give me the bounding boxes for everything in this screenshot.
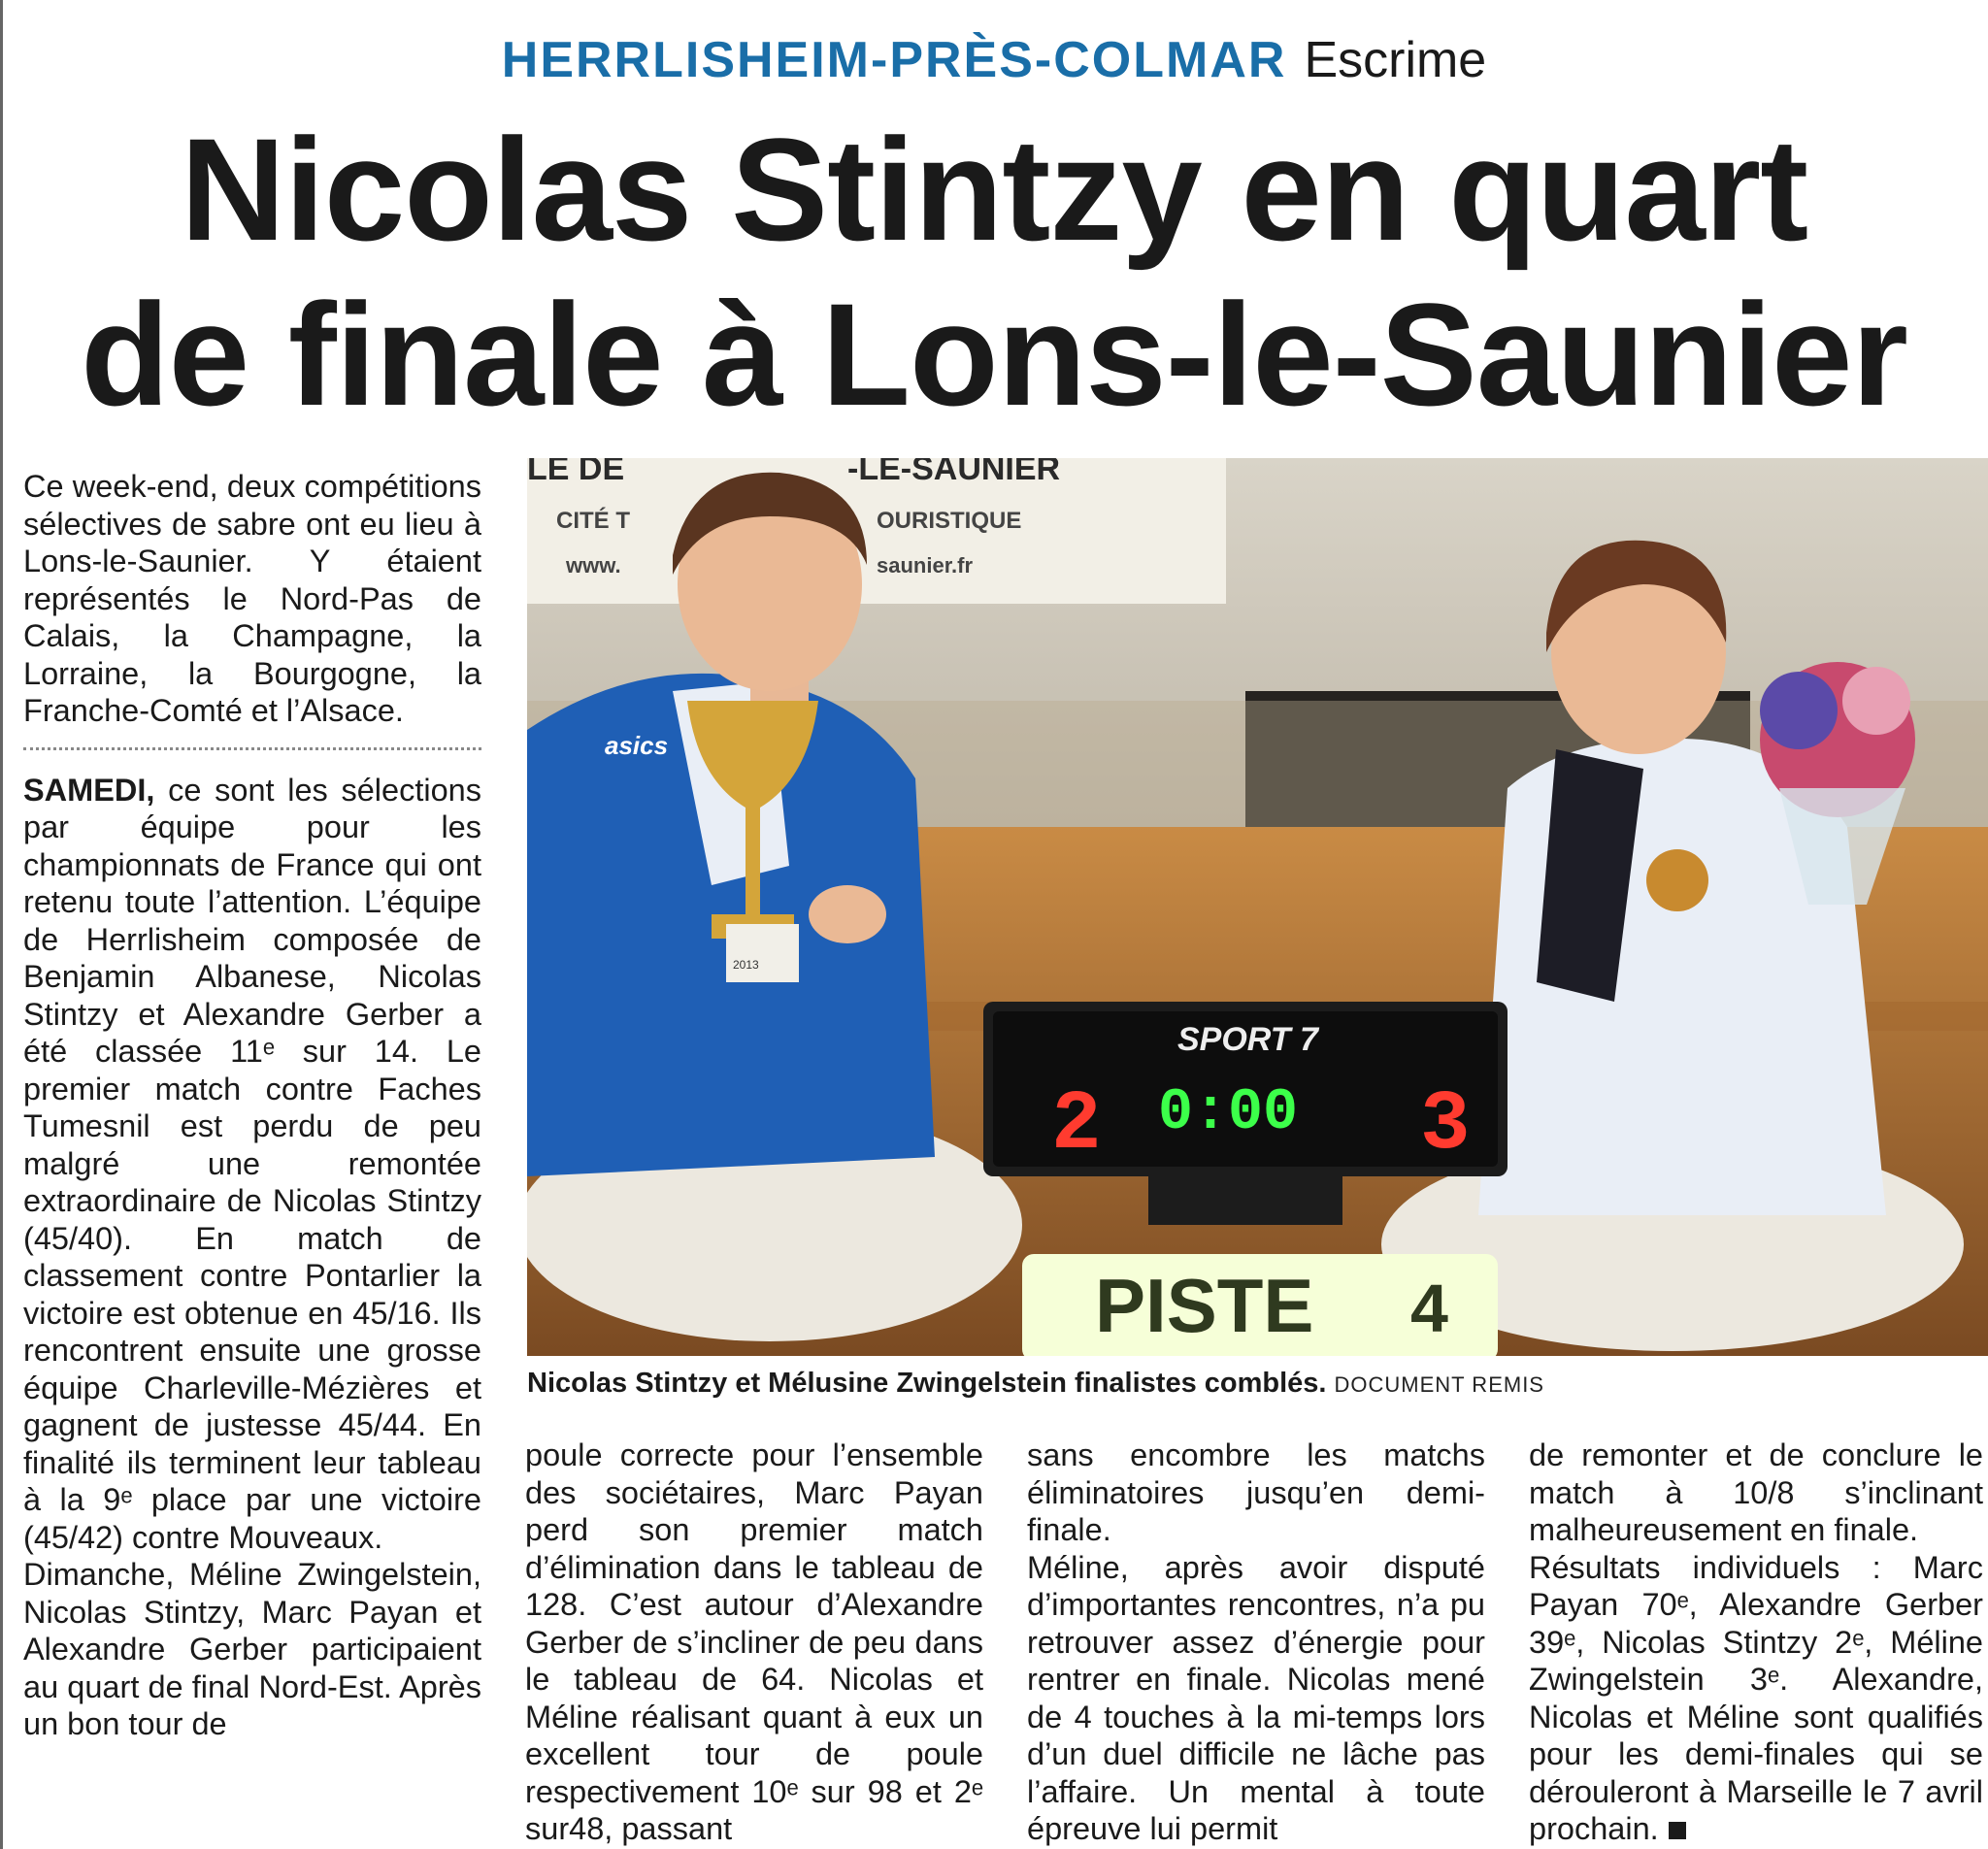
banner-text-www: www. [566,553,621,578]
banner-text-touristique: OURISTIQUE [877,508,1022,534]
trophy-year: 2013 [733,958,759,972]
banner-text-cite: CITÉ T [556,508,630,534]
article-column-3-text-a: sans encombre les matchs éliminatoires jusqu’en demi-finale. [1027,1437,1485,1547]
score-time: 0:00 [1158,1080,1299,1146]
article-column-3-text-b: Méline, après avoir disputé d’importantes rencontres, n’a pu retrouver assez d’énergie pour rentrer en finale. Nicolas mené de 4 touches à la mi-temps lors d’un duel difficile ne lâche pas l’affaire. Un mental à toute épreuve lui permit [1027,1549,1485,1846]
jacket-logo: asics [605,731,669,760]
banner-text-top: LE DE [527,458,625,487]
caption-text: Nicolas Stintzy et Mélusine Zwingelstein finalistes comblés. [527,1368,1327,1399]
score-right: 3 [1420,1077,1471,1172]
kicker-location: HERRLISHEIM-PRÈS-COLMAR [501,32,1287,88]
end-of-article-mark [1669,1822,1686,1839]
article-column-3 [1027,1436,1485,1848]
kicker-rubric: Escrime [1304,32,1487,88]
photo-caption [527,1367,1983,1402]
article-column-4-text-a: de remonter et de conclure le match à 10/8 s’inclinant malheureusement en finale. [1529,1437,1983,1547]
article-intro: Ce week-end, deux compétitions sélectives de sabre ont eu lieu à Lons-le-Saunier. Y étaient représentés le Nord-Pas de Calais, la Champagne, la Lorraine, la Bourgogne, la Franche-Comté et l’Alsace. [23,469,481,728]
article-paragraph-saturday [23,772,481,1557]
headline [0,107,1988,437]
article-column-1 [23,468,481,1743]
article-column-2-text: poule correcte pour l’ensemble des sociétaires, Marc Payan perd son premier match d’élimination dans le tableau de 128. C’est autour d’Alexandre Gerber de s’incliner de peu dans le tableau de 64. Nicolas et Méline réalisant quant à eux un excellent tour de poule respectivement 10ᵉ sur 98 et 2ᵉ sur48, passant [525,1437,983,1846]
banner-text-top-2: -LE-SAUNIER [847,458,1061,487]
scoreboard-brand: SPORT 7 [1177,1021,1318,1058]
score-left: 2 [1051,1077,1102,1172]
dotted-separator [23,747,481,750]
piste-sign [1022,1254,1498,1356]
kicker [0,33,1988,88]
lead-word: SAMEDI, [23,772,155,808]
piste-number: 4 [1410,1271,1448,1346]
piste-label: PISTE [1095,1263,1314,1348]
headline-line-1: Nicolas Stintzy en quart [180,108,1808,271]
paragraph-body: ce sont les sélections par équipe pour les championnats de France qui ont retenu toute l’attention. L’équipe de Herrlisheim composée de Benjamin Albanese, Nicolas Stintzy et Alexandre Gerber a été classée 11ᵉ sur 14. Le premier match contre Faches Tumesnil est perdu de peu malgré une remontée extraordinaire de Nicolas Stintzy (45/40). En match de classement contre Pontarlier la victoire est obtenue en 45/16. Ils rencontrent ensuite une grosse équipe Charleville-Mézières et gagnent de justesse 45/44. En finalité ils terminent leur tableau à la 9ᵉ place par une victoire (45/42) contre Mouveaux. [23,772,481,1555]
photo-credit: DOCUMENT REMIS [1334,1372,1544,1397]
photo-illustration [527,458,1988,1356]
article-photo [527,458,1988,1356]
banner-text-url: saunier.fr [877,553,974,578]
results-text: Résultats individuels : Marc Payan 70ᵉ, Alexandre Gerber 39ᵉ, Nicolas Stintzy 2ᵉ, Méline Zwingelstein 3ᵉ. Alexandre, Nicolas et Méline sont qualifiés pour les demi-finales qui se dérouleront à Marseille le 7 avril prochain. [1529,1549,1983,1846]
article-column-4-text-b [1529,1549,1983,1848]
article-paragraph-sunday: Dimanche, Méline Zwingelstein, Nicolas Stintzy, Marc Payan et Alexandre Gerber participaient au quart de final Nord-Est. Après un bon tour de [23,1557,481,1741]
article-column-4 [1529,1436,1983,1848]
headline-line-2: de finale à Lons-le-Saunier [81,273,1907,436]
article-column-2 [525,1436,983,1848]
